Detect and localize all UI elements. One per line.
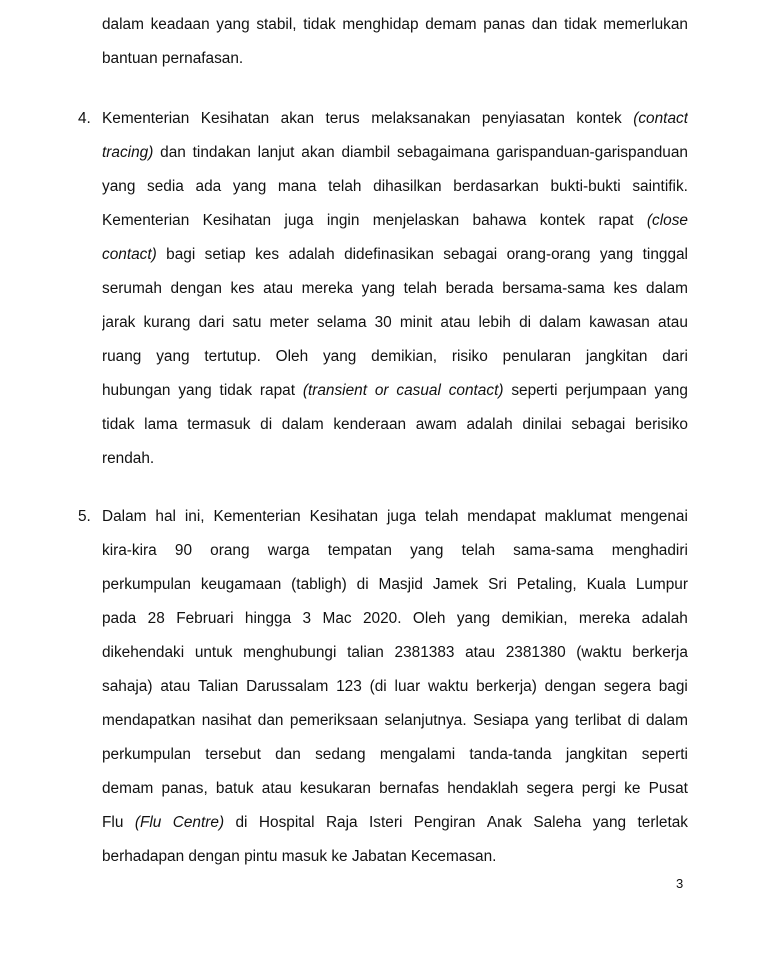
word: telah xyxy=(403,280,437,297)
text-line xyxy=(102,408,688,442)
word: sebagai xyxy=(571,416,626,433)
word: penularan xyxy=(502,348,572,365)
word: Mac xyxy=(322,610,352,627)
word: yang xyxy=(322,348,357,365)
word: dalam xyxy=(646,280,688,297)
word: Kesihatan xyxy=(309,508,379,525)
word: yang xyxy=(156,348,190,365)
italic-word: casual xyxy=(396,382,441,399)
word: yang xyxy=(232,178,267,195)
word: kira-kira xyxy=(102,542,157,559)
word: yang xyxy=(361,280,395,297)
text-line xyxy=(102,534,688,568)
word: kurang xyxy=(143,314,191,331)
word: demam xyxy=(425,16,477,33)
italic-word: or xyxy=(374,382,389,399)
word: dari xyxy=(198,314,225,331)
word: akan xyxy=(280,110,315,127)
word: akan xyxy=(301,144,335,161)
word: di xyxy=(235,814,248,831)
word: 123 xyxy=(336,678,362,695)
word: Hospital xyxy=(258,814,315,831)
word: Petaling, xyxy=(516,576,577,593)
word: Sri xyxy=(488,576,507,593)
word: mengenai xyxy=(620,508,688,525)
word: demam xyxy=(102,780,154,797)
text-line xyxy=(102,442,688,476)
word: berada xyxy=(445,280,494,297)
paragraph-continuation xyxy=(0,8,768,76)
word: yang xyxy=(592,814,627,831)
text-segment: bantuan pernafasan. xyxy=(102,50,244,67)
text-line xyxy=(102,636,688,670)
word: mengalami xyxy=(379,746,456,763)
word: bersama-sama xyxy=(502,280,605,297)
word: selama xyxy=(316,314,367,331)
word: menghubungi xyxy=(243,644,337,661)
text-line xyxy=(102,306,688,340)
word: ruang xyxy=(102,348,142,365)
word: di xyxy=(356,576,369,593)
text-segment: rendah. xyxy=(102,450,155,467)
word: jarak xyxy=(102,314,136,331)
word: ingin xyxy=(326,212,360,229)
word: Jamek xyxy=(432,576,479,593)
word: telah xyxy=(328,178,362,195)
word: orang xyxy=(210,542,250,559)
word: dan xyxy=(160,144,186,161)
word: selanjutnya. xyxy=(384,712,467,729)
word: yang xyxy=(456,610,491,627)
word: demikian, xyxy=(371,348,438,365)
word: dan xyxy=(531,16,558,33)
word: Talian xyxy=(198,678,239,695)
word: tidak xyxy=(564,16,597,33)
word: stabil, xyxy=(256,16,297,33)
word: ada xyxy=(195,178,222,195)
word: berkerja xyxy=(632,644,688,661)
word: atau xyxy=(261,780,292,797)
word: Kuala xyxy=(586,576,626,593)
word: panas xyxy=(483,16,526,33)
word: Oleh xyxy=(275,348,309,365)
word: sedang xyxy=(315,746,366,763)
word: kes xyxy=(613,280,638,297)
word: 2381380 xyxy=(505,644,566,661)
word: Isteri xyxy=(369,814,403,831)
word: (di xyxy=(369,678,387,695)
word: jangkitan xyxy=(565,746,628,763)
italic-word: (transient xyxy=(302,382,367,399)
word: melaksanakan xyxy=(371,110,471,127)
word: juga xyxy=(284,212,314,229)
word: mereka xyxy=(578,610,631,627)
word: panas, xyxy=(161,780,208,797)
word: Pusat xyxy=(648,780,688,797)
text-line xyxy=(102,136,688,170)
word: berisiko xyxy=(634,416,688,433)
word: mereka xyxy=(301,280,353,297)
word: jangkitan xyxy=(585,348,648,365)
paragraph-number: 5. xyxy=(78,508,91,525)
word: sedia xyxy=(147,178,184,195)
word: dengan xyxy=(170,280,222,297)
paragraph-number: 4. xyxy=(78,110,91,127)
word: atau xyxy=(440,314,471,331)
word: telah xyxy=(425,508,459,525)
word: perkumpulan xyxy=(102,746,191,763)
word: mana xyxy=(277,178,317,195)
word: tindakan xyxy=(192,144,251,161)
word: lebih xyxy=(478,314,511,331)
text-line xyxy=(102,238,688,272)
word: berdasarkan xyxy=(453,178,539,195)
word: (tabligh) xyxy=(291,576,347,593)
word: seperti xyxy=(511,382,558,399)
word: Saleha xyxy=(533,814,582,831)
word: hendaklah xyxy=(447,780,519,797)
word: Kementerian xyxy=(102,110,190,127)
word: setiap xyxy=(204,246,246,263)
paragraph-5 xyxy=(0,500,768,874)
word: yang xyxy=(102,178,136,195)
word: di xyxy=(260,416,273,433)
word: menjelaskan xyxy=(372,212,460,229)
word: yang xyxy=(599,246,634,263)
word: untuk xyxy=(194,644,233,661)
word: 2381383 xyxy=(394,644,455,661)
word: awam xyxy=(415,416,457,433)
word: tanda-tanda xyxy=(469,746,552,763)
word: kes xyxy=(255,246,280,263)
word: adalah xyxy=(641,610,688,627)
word: keadaan xyxy=(150,16,210,33)
word: segera xyxy=(526,780,574,797)
text-line xyxy=(102,772,688,806)
word: minit xyxy=(399,314,433,331)
word: dinilai xyxy=(522,416,562,433)
text-line xyxy=(102,272,688,306)
text-line xyxy=(102,840,688,874)
word: dalam xyxy=(646,712,688,729)
word: tinggal xyxy=(642,246,688,263)
italic-word: (close xyxy=(646,212,688,229)
word: Sesiapa xyxy=(473,712,529,729)
word: 28 xyxy=(147,610,165,627)
word: sahaja) xyxy=(102,678,153,695)
word: waktu xyxy=(428,678,469,695)
word: telah xyxy=(461,542,496,559)
word: yang xyxy=(535,712,569,729)
word: terlibat xyxy=(574,712,622,729)
word: 3 xyxy=(302,610,312,627)
word: yang xyxy=(654,382,688,399)
word: bukti-bukti xyxy=(550,178,621,195)
word: adalah xyxy=(288,246,335,263)
text-line xyxy=(102,704,688,738)
word: menghadiri xyxy=(611,542,688,559)
word: mendapat xyxy=(467,508,536,525)
word: satu xyxy=(232,314,262,331)
word: berkerja) xyxy=(476,678,537,695)
word: garispanduan-garispanduan xyxy=(496,144,688,161)
word: memerlukan xyxy=(603,16,688,33)
word: sebagai xyxy=(443,246,498,263)
word: penyiasatan xyxy=(481,110,565,127)
word: tertutup. xyxy=(204,348,261,365)
word: dari xyxy=(662,348,688,365)
text-line xyxy=(102,170,688,204)
word: kontek xyxy=(576,110,622,127)
text-line xyxy=(102,568,688,602)
word: bagi xyxy=(166,246,196,263)
word: pergi xyxy=(581,780,616,797)
word: perjumpaan xyxy=(565,382,647,399)
text-line xyxy=(102,738,688,772)
word: 90 xyxy=(174,542,193,559)
word: yang xyxy=(410,542,444,559)
word: sama-sama xyxy=(513,542,594,559)
text-line xyxy=(102,670,688,704)
word: talian xyxy=(347,644,384,661)
word: tidak xyxy=(102,416,135,433)
text-line xyxy=(102,204,688,238)
paragraph-4 xyxy=(0,102,768,476)
word: terletak xyxy=(637,814,688,831)
word: tersebut xyxy=(205,746,261,763)
word: dan xyxy=(257,712,284,729)
word: Raja xyxy=(325,814,358,831)
text-line xyxy=(102,8,688,42)
word: atau xyxy=(657,314,688,331)
word: batuk xyxy=(215,780,254,797)
word: Kesihatan xyxy=(202,212,272,229)
word: (waktu xyxy=(576,644,622,661)
word: risiko xyxy=(451,348,488,365)
word: tidak xyxy=(219,382,253,399)
italic-word: Centre) xyxy=(172,814,225,831)
word: yang xyxy=(216,16,250,33)
word: atau xyxy=(465,644,496,661)
word: kesukaran xyxy=(299,780,371,797)
word: juga xyxy=(386,508,417,525)
word: di xyxy=(627,712,640,729)
word: nasihat xyxy=(201,712,252,729)
word: Flu xyxy=(102,814,124,831)
word: Kesihatan xyxy=(200,110,270,127)
word: demikian, xyxy=(501,610,568,627)
word: dalam xyxy=(102,16,144,33)
word: luar xyxy=(394,678,421,695)
word: kawasan xyxy=(589,314,650,331)
word: serumah xyxy=(102,280,162,297)
word: lama xyxy=(144,416,178,433)
word: didefinasikan xyxy=(344,246,434,263)
word: bagi xyxy=(658,678,688,695)
page-number: 3 xyxy=(676,876,684,891)
italic-word: (Flu xyxy=(134,814,162,831)
word: lanjut xyxy=(257,144,295,161)
word: Dalam xyxy=(102,508,147,525)
word: tidak xyxy=(303,16,336,33)
word: seperti xyxy=(641,746,688,763)
word: Kementerian xyxy=(213,508,301,525)
text-line xyxy=(102,374,688,408)
word: di xyxy=(519,314,532,331)
word: dan xyxy=(275,746,301,763)
word: Masjid xyxy=(378,576,423,593)
word: yang xyxy=(178,382,212,399)
word: kes xyxy=(230,280,255,297)
word: 30 xyxy=(374,314,392,331)
word: pada xyxy=(102,610,137,627)
text-line xyxy=(102,500,688,534)
word: perkumpulan xyxy=(102,576,191,593)
word: saintifik. xyxy=(632,178,688,195)
word: pemeriksaan xyxy=(289,712,379,729)
word: kontek xyxy=(539,212,586,229)
word: Oleh xyxy=(412,610,446,627)
text-line xyxy=(102,340,688,374)
word: dihasilkan xyxy=(373,178,442,195)
word: maklumat xyxy=(544,508,612,525)
word: atau xyxy=(263,280,294,297)
text-line xyxy=(102,42,688,76)
word: atau xyxy=(160,678,191,695)
word: warga xyxy=(267,542,310,559)
word: kenderaan xyxy=(333,416,407,433)
word: dalam xyxy=(539,314,582,331)
word: orang-orang xyxy=(506,246,591,263)
word: dengan xyxy=(544,678,597,695)
italic-word: contact) xyxy=(102,246,157,263)
word: menghidap xyxy=(342,16,419,33)
word: keugamaan xyxy=(200,576,282,593)
word: rapat xyxy=(598,212,634,229)
word: 2020. xyxy=(362,610,402,627)
word: Darussalam xyxy=(246,678,329,695)
word: mendapatkan xyxy=(102,712,196,729)
word: rapat xyxy=(259,382,295,399)
text-line xyxy=(102,102,688,136)
word: termasuk xyxy=(187,416,251,433)
word: diambil xyxy=(341,144,391,161)
word: Pengiran xyxy=(413,814,476,831)
italic-word: (contact xyxy=(633,110,688,127)
word: sebagaimana xyxy=(397,144,490,161)
word: bernafas xyxy=(379,780,440,797)
word: hingga xyxy=(244,610,292,627)
italic-word: tracing) xyxy=(102,144,154,161)
text-line xyxy=(102,806,688,840)
italic-word: contact) xyxy=(448,382,504,399)
word: tempatan xyxy=(327,542,392,559)
word: Anak xyxy=(486,814,522,831)
word: adalah xyxy=(466,416,513,433)
word: hubungan xyxy=(102,382,171,399)
word: ini, xyxy=(184,508,205,525)
word: meter xyxy=(269,314,309,331)
text-segment: berhadapan dengan pintu masuk ke Jabatan Kecemasan. xyxy=(102,848,497,865)
word: terus xyxy=(325,110,360,127)
word: Lumpur xyxy=(635,576,688,593)
word: bahawa xyxy=(472,212,527,229)
text-line xyxy=(102,602,688,636)
word: dikehendaki xyxy=(102,644,185,661)
word: dalam xyxy=(281,416,324,433)
word: Februari xyxy=(176,610,234,627)
word: ke xyxy=(624,780,641,797)
word: segera xyxy=(603,678,651,695)
word: hal xyxy=(155,508,176,525)
word: Kementerian xyxy=(102,212,190,229)
